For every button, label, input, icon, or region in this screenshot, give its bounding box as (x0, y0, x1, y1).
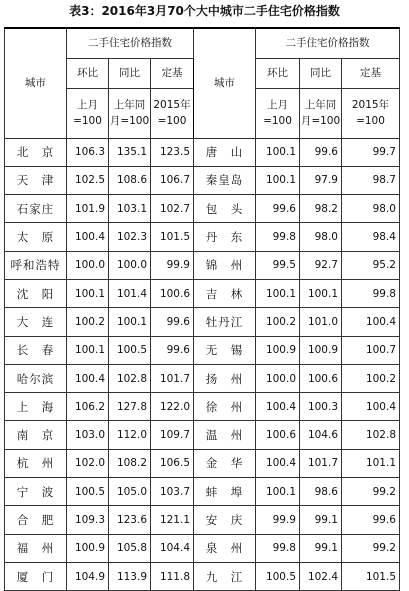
table-row (5, 478, 400, 506)
right-mom-cell: 99.8 (256, 223, 300, 251)
right-city-cell: 金 华 (194, 449, 256, 477)
left-mom-cell: 100.9 (67, 534, 109, 562)
left-yoy-cell: 100.5 (109, 336, 151, 364)
right-mom-cell: 100.1 (256, 166, 300, 194)
table-row (5, 534, 400, 562)
right-yoy-cell: 102.4 (300, 562, 342, 590)
right-city-cell: 丹 东 (194, 223, 256, 251)
right-city-cell: 包 头 (194, 195, 256, 223)
col-yoy-left: 同比 (109, 58, 151, 88)
table-row (5, 138, 400, 166)
left-city-cell: 南 京 (5, 421, 67, 449)
left-yoy-cell: 123.6 (109, 506, 151, 534)
right-yoy-cell: 100.1 (300, 279, 342, 307)
right-city-cell: 锦 州 (194, 251, 256, 279)
left-mom-cell: 106.3 (67, 138, 109, 166)
left-yoy-cell: 113.9 (109, 562, 151, 590)
table-row (5, 166, 400, 194)
left-base-cell: 109.7 (151, 421, 194, 449)
left-base-cell: 101.7 (151, 364, 194, 392)
right-city-cell: 秦皇岛 (194, 166, 256, 194)
left-base-cell: 123.5 (151, 138, 194, 166)
table-row (5, 251, 400, 279)
right-mom-cell: 99.5 (256, 251, 300, 279)
left-city-cell: 大 连 (5, 308, 67, 336)
left-base-cell: 121.1 (151, 506, 194, 534)
left-base-cell: 104.4 (151, 534, 194, 562)
left-mom-cell: 100.1 (67, 336, 109, 364)
right-yoy-cell: 99.6 (300, 138, 342, 166)
right-city-cell: 无 锡 (194, 336, 256, 364)
left-mom-cell: 100.0 (67, 251, 109, 279)
left-city-cell: 厦 门 (5, 562, 67, 590)
right-city-cell: 吉 林 (194, 279, 256, 307)
right-city-cell: 唐 山 (194, 138, 256, 166)
col-mom-left: 环比 (67, 58, 109, 88)
right-mom-cell: 100.5 (256, 562, 300, 590)
right-base-cell: 98.7 (342, 166, 400, 194)
left-mom-cell: 100.2 (67, 308, 109, 336)
right-yoy-cell: 101.0 (300, 308, 342, 336)
right-city-cell: 扬 州 (194, 364, 256, 392)
col-yoy-right: 同比 (300, 58, 342, 88)
left-city-cell: 呼和浩特 (5, 251, 67, 279)
left-city-cell: 杭 州 (5, 449, 67, 477)
left-yoy-cell: 112.0 (109, 421, 151, 449)
right-yoy-cell: 104.6 (300, 421, 342, 449)
left-yoy-cell: 102.3 (109, 223, 151, 251)
right-mom-cell: 99.8 (256, 534, 300, 562)
right-mom-cell: 100.2 (256, 308, 300, 336)
left-city-cell: 天 津 (5, 166, 67, 194)
left-city-cell: 沈 阳 (5, 279, 67, 307)
left-mom-cell: 109.3 (67, 506, 109, 534)
col-base-right: 定基 (342, 58, 400, 88)
left-base-cell: 102.7 (151, 195, 194, 223)
right-city-cell: 徐 州 (194, 393, 256, 421)
left-yoy-cell: 100.1 (109, 308, 151, 336)
right-mom-cell: 100.1 (256, 279, 300, 307)
right-yoy-cell: 99.1 (300, 534, 342, 562)
right-city-cell: 牡丹江 (194, 308, 256, 336)
left-yoy-cell: 127.8 (109, 393, 151, 421)
right-base-cell: 100.7 (342, 336, 400, 364)
right-mom-cell: 100.1 (256, 478, 300, 506)
table-row (5, 223, 400, 251)
left-mom-cell: 102.5 (67, 166, 109, 194)
left-yoy-cell: 108.2 (109, 449, 151, 477)
right-yoy-cell: 98.2 (300, 195, 342, 223)
right-yoy-cell: 99.1 (300, 506, 342, 534)
right-yoy-cell: 101.7 (300, 449, 342, 477)
left-base-cell: 99.6 (151, 308, 194, 336)
group-header-left: 二手住宅价格指数 (67, 28, 194, 58)
table-row (5, 279, 400, 307)
price-index-table (4, 27, 400, 591)
left-yoy-cell: 105.8 (109, 534, 151, 562)
table-row (5, 449, 400, 477)
left-base-cell: 101.5 (151, 223, 194, 251)
right-base-cell: 99.2 (342, 534, 400, 562)
right-base-cell: 95.2 (342, 251, 400, 279)
city-column-header-right: 城市 (194, 28, 256, 138)
right-base-cell: 100.4 (342, 308, 400, 336)
right-base-cell: 99.7 (342, 138, 400, 166)
left-yoy-cell: 102.8 (109, 364, 151, 392)
left-base-cell: 106.7 (151, 166, 194, 194)
right-base-cell: 98.0 (342, 195, 400, 223)
base-base-right: 2015年 =100 (342, 88, 400, 138)
base-base-left: 2015年 =100 (151, 88, 194, 138)
table-row (5, 562, 400, 590)
right-yoy-cell: 100.9 (300, 336, 342, 364)
left-mom-cell: 100.1 (67, 279, 109, 307)
group-header-right: 二手住宅价格指数 (256, 28, 400, 58)
left-yoy-cell: 108.6 (109, 166, 151, 194)
left-base-cell: 103.7 (151, 478, 194, 506)
left-city-cell: 北 京 (5, 138, 67, 166)
city-column-header-left: 城市 (5, 28, 67, 138)
left-city-cell: 石家庄 (5, 195, 67, 223)
left-yoy-cell: 103.1 (109, 195, 151, 223)
right-city-cell: 温 州 (194, 421, 256, 449)
right-base-cell: 100.4 (342, 393, 400, 421)
left-mom-cell: 104.9 (67, 562, 109, 590)
left-yoy-cell: 105.0 (109, 478, 151, 506)
col-base-left: 定基 (151, 58, 194, 88)
left-base-cell: 111.8 (151, 562, 194, 590)
left-mom-cell: 100.4 (67, 223, 109, 251)
right-yoy-cell: 98.6 (300, 478, 342, 506)
base-yoy-right: 上年同 月=100 (300, 88, 342, 138)
left-city-cell: 宁 波 (5, 478, 67, 506)
right-city-cell: 蚌 埠 (194, 478, 256, 506)
right-base-cell: 100.2 (342, 364, 400, 392)
right-mom-cell: 100.0 (256, 364, 300, 392)
left-mom-cell: 102.0 (67, 449, 109, 477)
left-base-cell: 106.5 (151, 449, 194, 477)
right-mom-cell: 100.4 (256, 393, 300, 421)
right-yoy-cell: 92.7 (300, 251, 342, 279)
left-mom-cell: 103.0 (67, 421, 109, 449)
table-title: 表3：2016年3月70个大中城市二手住宅价格指数 (69, 4, 340, 18)
right-base-cell: 101.1 (342, 449, 400, 477)
left-city-cell: 上 海 (5, 393, 67, 421)
base-mom-right: 上月 =100 (256, 88, 300, 138)
right-mom-cell: 100.6 (256, 421, 300, 449)
right-mom-cell: 99.6 (256, 195, 300, 223)
left-yoy-cell: 135.1 (109, 138, 151, 166)
table-row (5, 364, 400, 392)
left-base-cell: 99.9 (151, 251, 194, 279)
table-row (5, 308, 400, 336)
table-row (5, 195, 400, 223)
left-mom-cell: 100.5 (67, 478, 109, 506)
left-yoy-cell: 100.0 (109, 251, 151, 279)
right-city-cell: 九 江 (194, 562, 256, 590)
table-row (5, 421, 400, 449)
base-mom-left: 上月 =100 (67, 88, 109, 138)
right-mom-cell: 99.9 (256, 506, 300, 534)
right-mom-cell: 100.9 (256, 336, 300, 364)
right-mom-cell: 100.1 (256, 138, 300, 166)
left-city-cell: 长 春 (5, 336, 67, 364)
table-row (5, 336, 400, 364)
base-yoy-left: 上年同 月=100 (109, 88, 151, 138)
col-mom-right: 环比 (256, 58, 300, 88)
left-city-cell: 哈尔滨 (5, 364, 67, 392)
left-city-cell: 太 原 (5, 223, 67, 251)
right-base-cell: 99.6 (342, 506, 400, 534)
left-base-cell: 122.0 (151, 393, 194, 421)
right-base-cell: 101.5 (342, 562, 400, 590)
table-row (5, 393, 400, 421)
left-mom-cell: 106.2 (67, 393, 109, 421)
left-base-cell: 99.6 (151, 336, 194, 364)
left-mom-cell: 101.9 (67, 195, 109, 223)
left-mom-cell: 100.4 (67, 364, 109, 392)
right-yoy-cell: 100.6 (300, 364, 342, 392)
right-base-cell: 99.8 (342, 279, 400, 307)
right-city-cell: 泉 州 (194, 534, 256, 562)
right-yoy-cell: 98.0 (300, 223, 342, 251)
left-city-cell: 合 肥 (5, 506, 67, 534)
left-yoy-cell: 101.4 (109, 279, 151, 307)
table-row (5, 506, 400, 534)
right-mom-cell: 100.4 (256, 449, 300, 477)
right-base-cell: 99.2 (342, 478, 400, 506)
right-base-cell: 102.8 (342, 421, 400, 449)
left-city-cell: 福 州 (5, 534, 67, 562)
right-yoy-cell: 100.3 (300, 393, 342, 421)
right-city-cell: 安 庆 (194, 506, 256, 534)
right-yoy-cell: 97.9 (300, 166, 342, 194)
right-base-cell: 98.4 (342, 223, 400, 251)
left-base-cell: 100.6 (151, 279, 194, 307)
